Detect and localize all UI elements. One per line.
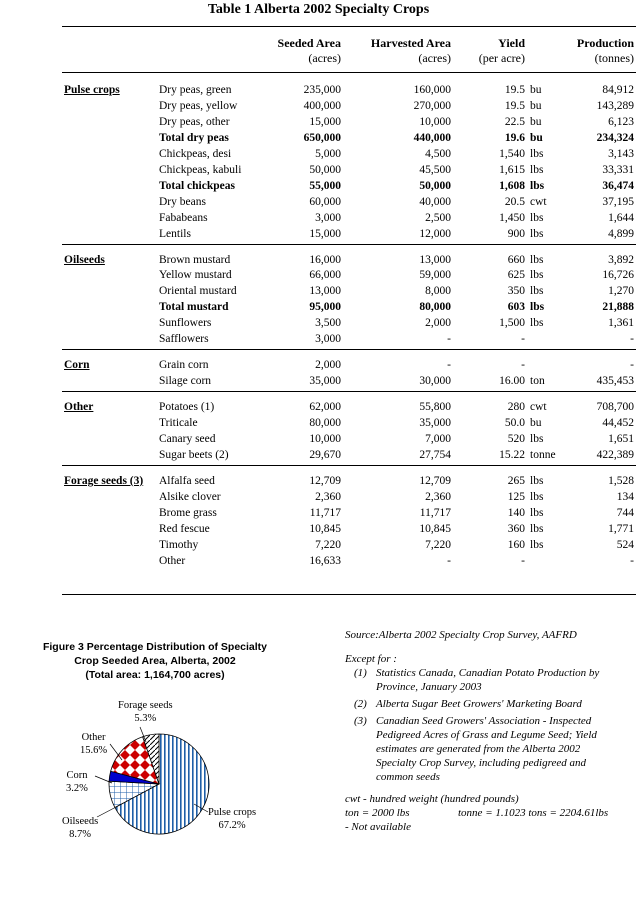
cell-production: 422,389 [596, 448, 634, 461]
cell-seeded: 2,360 [315, 490, 341, 503]
cell-unit: lbs [530, 227, 544, 240]
cell-production: 134 [616, 490, 634, 503]
pie-label-other [80, 731, 107, 757]
conversion-line [345, 806, 635, 820]
footnote-3 [345, 714, 616, 784]
except-for-label: Except for : [345, 653, 397, 665]
cell-crop: Lentils [159, 227, 191, 240]
cell-unit: lbs [530, 269, 544, 282]
cell-yield: 125 [507, 490, 525, 503]
header-production-unit: (tonnes) [594, 51, 634, 65]
cell-harvested: 59,000 [419, 269, 451, 282]
cell-yield: 15.22 [499, 448, 525, 461]
cell-yield: 265 [507, 474, 525, 487]
figure-title-line1: Figure 3 Percentage Distribution of Specialty [42, 641, 268, 653]
cell-seeded: 5,000 [315, 147, 341, 160]
cell-crop: Alsike clover [159, 490, 221, 503]
cell-yield: - [521, 554, 525, 567]
cell-crop: Sunflowers [159, 317, 212, 330]
group-label: Oilseeds [64, 253, 105, 266]
footnote-2-text: Alberta Sugar Beet Growers' Marketing Board [376, 698, 582, 710]
cell-production: 33,331 [602, 163, 634, 176]
cell-unit: lbs [530, 179, 545, 192]
cell-yield: 19.5 [504, 99, 525, 112]
cell-crop: Sugar beets (2) [159, 448, 229, 461]
cell-seeded: 400,000 [303, 99, 341, 112]
cell-unit: bu [530, 84, 542, 96]
cell-harvested: 40,000 [419, 195, 451, 208]
cell-yield: 20.5 [504, 195, 525, 208]
cell-unit: lbs [530, 253, 544, 266]
cell-production: 1,651 [608, 433, 634, 445]
cell-yield: 16.00 [499, 375, 525, 388]
cell-crop: Canary seed [159, 433, 216, 445]
pie-label-oilseeds-value: 8.7% [69, 829, 92, 840]
cell-crop: Dry peas, yellow [159, 99, 238, 112]
cell-harvested: 2,360 [425, 490, 451, 503]
cell-harvested: 50,000 [419, 179, 451, 192]
cell-harvested: 27,754 [419, 448, 451, 461]
pie-label-forage-seeds-name: Forage seeds [118, 700, 173, 711]
cell-production: 3,892 [608, 253, 634, 266]
cell-crop: Triticale [159, 417, 198, 430]
cell-production: 4,899 [608, 227, 634, 240]
header-seeded-unit: (acres) [308, 51, 341, 65]
cell-crop: Oriental mustard [159, 285, 237, 298]
cell-yield: 900 [507, 227, 525, 240]
cell-seeded: 3,000 [315, 333, 341, 346]
cell-harvested: 12,709 [419, 474, 451, 487]
cell-unit: tonne [530, 448, 556, 461]
cell-crop: Total dry peas [159, 131, 229, 144]
cell-harvested: 7,000 [425, 433, 451, 445]
footnote-1 [345, 666, 635, 694]
cell-crop: Dry peas, other [159, 115, 230, 128]
cell-production: 1,270 [608, 285, 634, 298]
table-title: Table 1 Alberta 2002 Specialty Crops [207, 2, 430, 17]
cell-unit: lbs [530, 433, 544, 445]
cell-production: 3,143 [608, 147, 634, 160]
cell-yield: - [521, 333, 525, 346]
cell-seeded: 29,670 [309, 448, 341, 461]
cell-production: 435,453 [596, 375, 634, 388]
cell-seeded: 15,000 [309, 227, 341, 240]
cell-production: 21,888 [602, 301, 634, 314]
cell-seeded: 3,000 [315, 211, 341, 224]
cell-unit: bu [530, 99, 542, 112]
cell-harvested: 11,717 [419, 506, 451, 519]
cell-harvested: - [447, 359, 451, 372]
tonne-definition: tonne = 1.1023 tons = 2204.61lbs [458, 807, 609, 819]
cell-unit: lbs [530, 285, 544, 298]
cell-production: 1,644 [608, 211, 634, 224]
cell-seeded: 62,000 [309, 401, 341, 414]
cell-production: 1,771 [608, 522, 634, 535]
cell-unit: bu [530, 115, 542, 128]
cell-unit: lbs [530, 474, 544, 487]
cell-crop: Total mustard [159, 301, 229, 314]
cell-crop: Silage corn [159, 375, 212, 388]
cell-unit: lbs [530, 490, 544, 503]
cell-unit: cwt [530, 195, 547, 208]
footnote-1-number: (1) [354, 667, 367, 679]
cell-unit: lbs [530, 317, 544, 330]
cwt-definition: cwt - hundred weight (hundred pounds) [345, 793, 519, 805]
cell-unit: lbs [530, 538, 544, 551]
cell-seeded: 7,220 [315, 538, 341, 551]
cell-harvested: 160,000 [413, 84, 451, 96]
cell-harvested: 35,000 [419, 417, 451, 430]
cell-seeded: 10,000 [309, 433, 341, 445]
group-label: Pulse crops [64, 84, 120, 96]
cell-production: 1,361 [608, 317, 634, 330]
cell-harvested: 8,000 [425, 285, 451, 298]
cell-unit: lbs [530, 163, 544, 176]
cell-harvested: 4,500 [425, 147, 451, 160]
cell-harvested: 55,800 [419, 401, 451, 414]
cell-yield: 520 [507, 433, 525, 445]
pie-label-forage-seeds [118, 699, 173, 725]
header-yield-label: Yield [498, 36, 525, 50]
pie-label-corn-value: 3.2% [66, 783, 88, 794]
cell-seeded: 13,000 [309, 285, 341, 298]
cell-yield: 1,450 [499, 211, 525, 224]
cell-harvested: 13,000 [419, 253, 451, 266]
pie-label-oilseeds-name: Oilseeds [62, 816, 99, 827]
group-label: Forage seeds (3) [64, 474, 144, 487]
cell-seeded: 2,000 [315, 359, 341, 372]
cell-crop: Chickpeas, desi [159, 147, 232, 160]
cell-production: 234,324 [596, 131, 634, 144]
cell-seeded: 235,000 [303, 84, 341, 96]
cell-yield: 19.6 [504, 131, 525, 144]
cell-yield: 1,540 [499, 147, 525, 160]
figure-title-line2: Crop Seeded Area, Alberta, 2002 [74, 655, 236, 667]
cell-unit: lbs [530, 522, 544, 535]
cell-seeded: 16,000 [309, 253, 341, 266]
cell-unit: cwt [530, 401, 547, 414]
pie-leader-line [97, 806, 118, 817]
footnote-1-text: Statistics Canada, Canadian Potato Production by Province, January 2003 [376, 667, 600, 693]
cell-production: 84,912 [602, 84, 634, 96]
cell-yield: 22.5 [504, 115, 525, 128]
not-available-note: - Not available [345, 821, 411, 833]
footnote-3-number: (3) [354, 715, 367, 727]
cell-production: - [630, 333, 634, 346]
cell-yield: 360 [507, 522, 525, 535]
pie-label-oilseeds [62, 815, 98, 841]
cell-yield: 1,608 [499, 179, 525, 192]
cell-production: 16,726 [602, 269, 634, 282]
pie-label-pulse-crops-value: 67.2% [218, 820, 246, 831]
cell-crop: Potatoes (1) [159, 401, 215, 414]
figure-title-line3: (Total area: 1,164,700 acres) [85, 669, 225, 681]
cell-seeded: 50,000 [309, 163, 341, 176]
source-note: Source:Alberta 2002 Specialty Crop Survey, AAFRD [345, 629, 577, 641]
pie-label-other-value: 15.6% [80, 745, 108, 756]
cell-harvested: 7,220 [425, 538, 451, 551]
cell-yield: 280 [507, 401, 525, 414]
cell-unit: lbs [530, 506, 544, 519]
cell-crop: Alfalfa seed [159, 474, 215, 487]
cell-harvested: 270,000 [413, 99, 451, 112]
cell-seeded: 60,000 [309, 195, 341, 208]
cell-crop: Brown mustard [159, 253, 231, 266]
cell-seeded: 11,717 [309, 506, 341, 519]
cell-seeded: 95,000 [309, 301, 341, 314]
cell-harvested: 2,000 [425, 317, 451, 330]
cell-production: 36,474 [602, 179, 634, 192]
cell-harvested: 2,500 [425, 211, 451, 224]
cell-yield: 140 [507, 506, 525, 519]
cell-crop: Timothy [159, 538, 199, 551]
cell-yield: - [521, 359, 525, 372]
cell-crop: Yellow mustard [159, 269, 232, 282]
header-harvested-unit: (acres) [418, 51, 451, 65]
pie-label-corn [66, 769, 88, 795]
cell-crop: Grain corn [159, 359, 209, 372]
cell-production: 708,700 [596, 401, 634, 414]
cell-yield: 50.0 [504, 417, 525, 430]
cell-yield: 625 [507, 269, 525, 282]
cell-production: - [630, 359, 634, 372]
cell-yield: 660 [507, 253, 525, 266]
pie-label-other-name: Other [81, 732, 106, 743]
cell-production: 44,452 [602, 417, 634, 430]
cell-harvested: 80,000 [419, 301, 451, 314]
cell-seeded: 15,000 [309, 115, 341, 128]
group-label: Other [64, 401, 94, 414]
cell-crop: Total chickpeas [159, 179, 235, 192]
cell-production: - [630, 554, 634, 567]
cell-harvested: - [447, 333, 451, 346]
pie-label-pulse-crops-name: Pulse crops [208, 807, 257, 818]
cell-crop: Fababeans [159, 211, 208, 224]
cell-seeded: 10,845 [309, 522, 341, 535]
cell-crop: Brome grass [159, 506, 217, 519]
pie-label-pulse-crops [208, 806, 256, 832]
cell-production: 524 [616, 538, 634, 551]
header-seeded-label: Seeded Area [277, 36, 341, 50]
cell-production: 1,528 [608, 474, 634, 487]
cell-unit: lbs [530, 211, 544, 224]
cell-production: 6,123 [608, 115, 634, 128]
cell-yield: 1,615 [499, 163, 525, 176]
cell-yield: 1,500 [499, 317, 525, 330]
cell-unit: lbs [530, 147, 544, 160]
cell-unit: lbs [530, 301, 545, 314]
cell-crop: Other [159, 554, 186, 567]
cell-crop: Dry beans [159, 195, 206, 208]
cell-yield: 19.5 [504, 84, 525, 96]
cell-seeded: 66,000 [309, 269, 341, 282]
pie-label-corn-name: Corn [66, 770, 88, 781]
ton-definition: ton = 2000 lbs [345, 807, 410, 819]
cell-crop: Chickpeas, kabuli [159, 163, 242, 176]
cell-seeded: 12,709 [309, 474, 341, 487]
header-yield-unit: (per acre) [478, 51, 525, 65]
cell-harvested: 12,000 [419, 227, 451, 240]
cell-seeded: 80,000 [309, 417, 341, 430]
cell-crop: Red fescue [159, 522, 210, 535]
cell-seeded: 55,000 [309, 179, 341, 192]
cell-harvested: 45,500 [419, 163, 451, 176]
cell-production: 744 [616, 506, 634, 519]
cell-seeded: 650,000 [303, 131, 341, 144]
footnote-2 [345, 697, 635, 711]
pie-label-forage-seeds-value: 5.3% [134, 713, 157, 724]
cell-seeded: 3,500 [315, 317, 341, 330]
cell-production: 37,195 [602, 195, 634, 208]
footnote-3-text: Canadian Seed Growers' Association - Inspected Pedigreed Acres of Grass and Legume Seed; Yield estimates are generated from the Alberta 2002 Specialty Crop Survey, including pedigreed and common seeds [376, 715, 597, 783]
cell-crop: Dry peas, green [159, 84, 232, 96]
cell-seeded: 35,000 [309, 375, 341, 388]
cell-harvested: 440,000 [413, 131, 451, 144]
group-label: Corn [64, 359, 90, 372]
cell-seeded: 16,633 [309, 554, 341, 567]
cell-unit: bu [530, 417, 542, 430]
cell-harvested: 10,845 [419, 522, 451, 535]
notes-block [345, 628, 635, 834]
cell-yield: 350 [507, 285, 525, 298]
header-harvested-label: Harvested Area [370, 36, 451, 50]
cell-yield: 603 [507, 301, 525, 314]
cell-crop: Safflowers [159, 333, 209, 346]
cell-unit: bu [530, 131, 543, 144]
cell-harvested: 10,000 [419, 115, 451, 128]
cell-yield: 160 [507, 538, 525, 551]
cell-harvested: 30,000 [419, 375, 451, 388]
footnote-2-number: (2) [354, 698, 367, 710]
cell-harvested: - [447, 554, 451, 567]
header-production-label: Production [576, 36, 634, 50]
cell-production: 143,289 [596, 99, 634, 112]
cell-unit: ton [530, 375, 545, 388]
